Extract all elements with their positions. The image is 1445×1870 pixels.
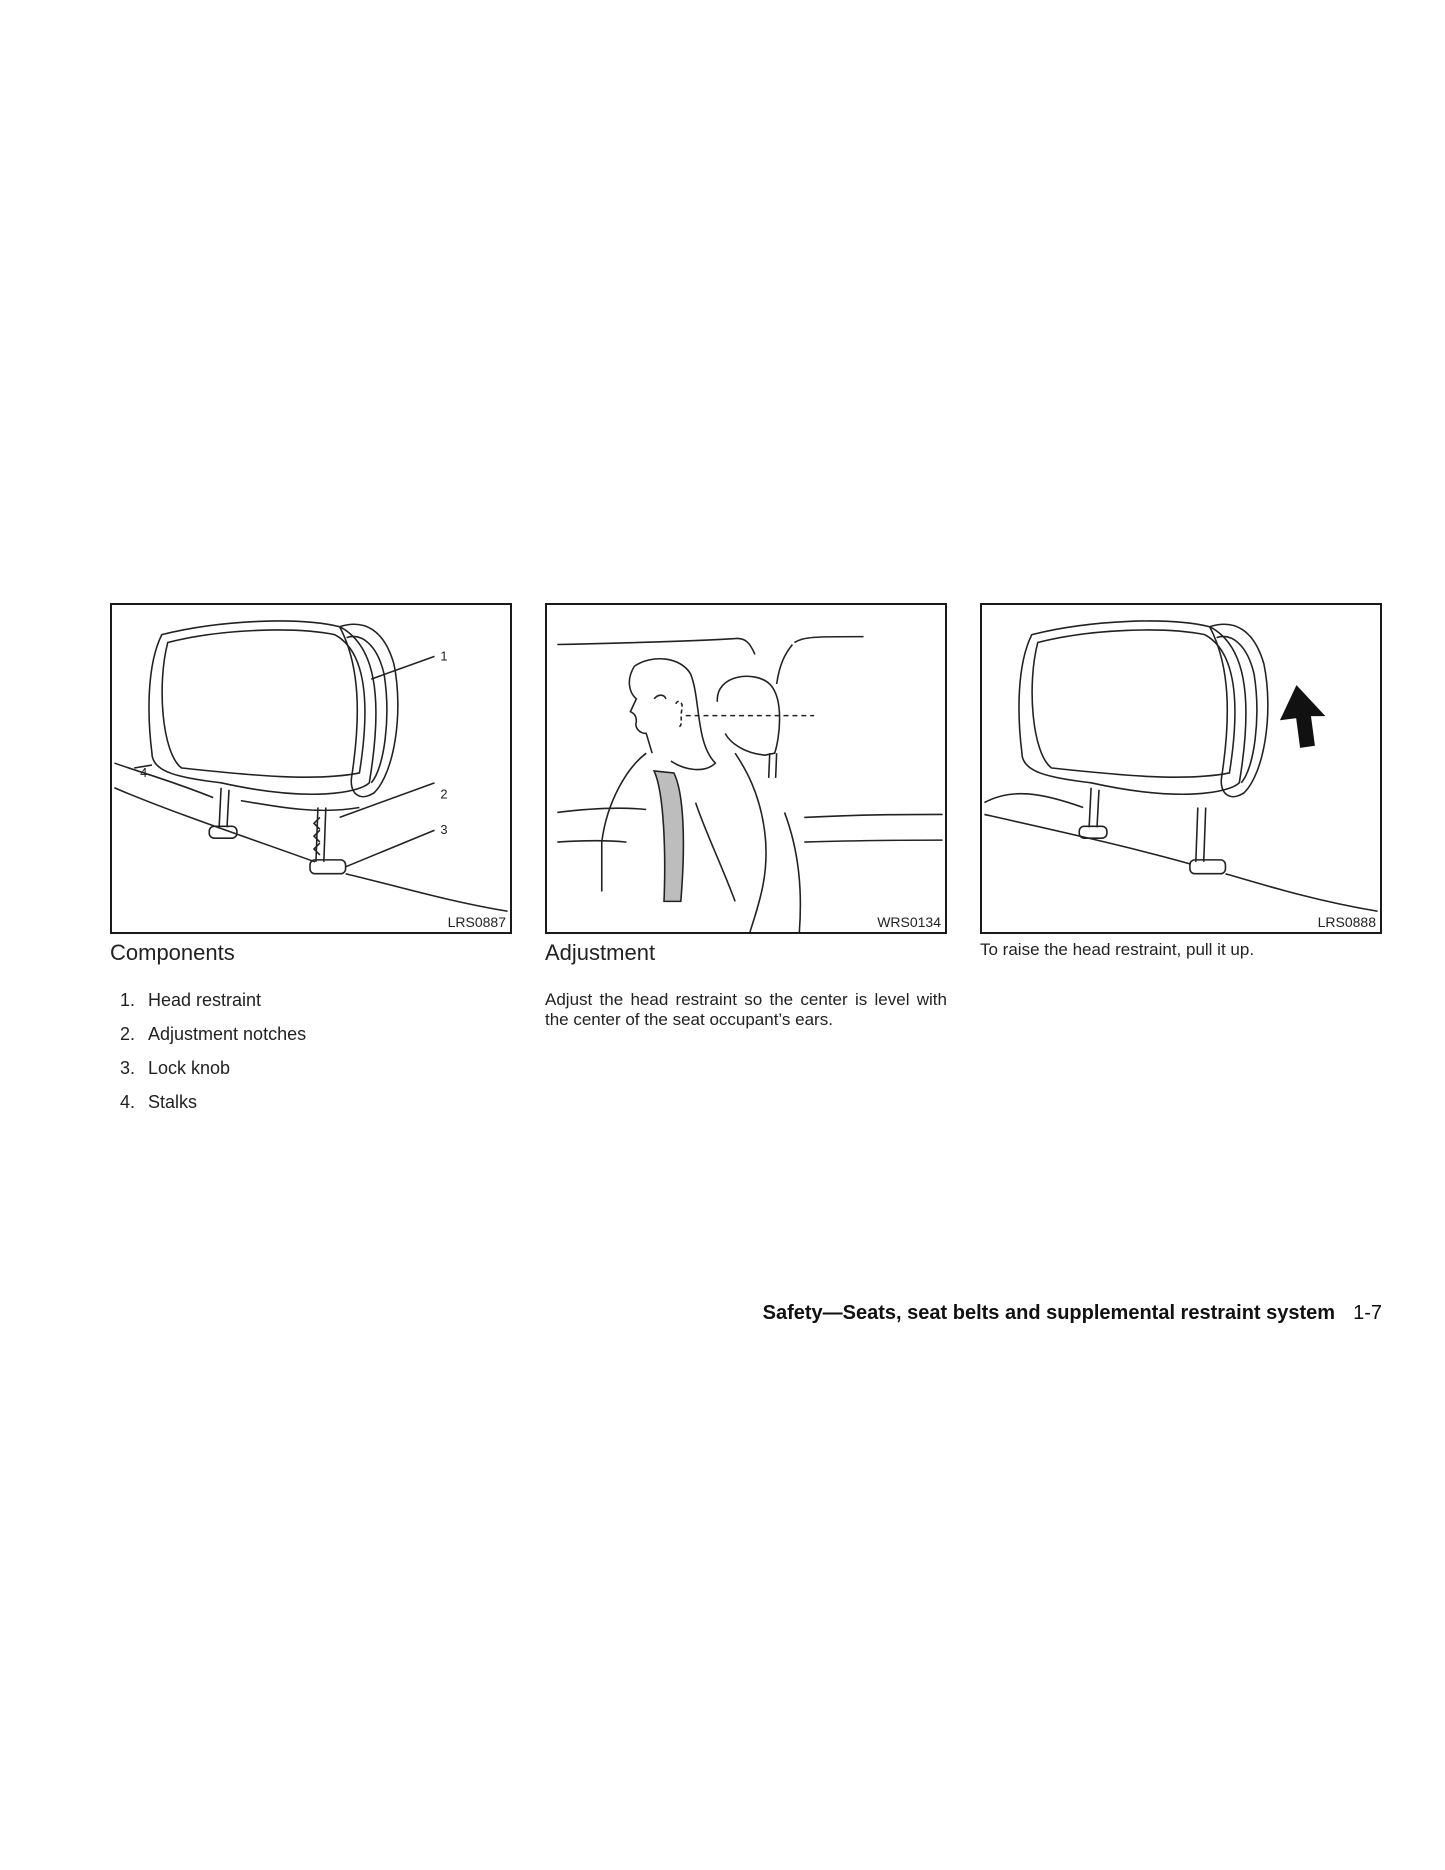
item-label: Head restraint bbox=[148, 990, 262, 1010]
item-number: 2. bbox=[120, 1024, 136, 1044]
head-restraint-raise-illustration bbox=[982, 605, 1380, 932]
item-number: 1. bbox=[120, 990, 136, 1010]
list-item bbox=[120, 1058, 512, 1078]
head-restraint-components-illustration bbox=[112, 605, 510, 932]
callout-2: 2 bbox=[440, 786, 448, 802]
page-footer bbox=[763, 1302, 1382, 1325]
item-label: Lock knob bbox=[148, 1058, 231, 1078]
raise-section bbox=[980, 940, 1382, 960]
item-label: Adjustment notches bbox=[148, 1024, 307, 1044]
footer-title: Safety—Seats, seat belts and supplemental restraint system bbox=[762, 1302, 1336, 1324]
callout-3: 3 bbox=[440, 822, 448, 838]
list-item bbox=[120, 1024, 512, 1044]
item-number: 4. bbox=[120, 1092, 136, 1112]
seated-occupant-illustration bbox=[547, 605, 945, 932]
item-label: Stalks bbox=[148, 1092, 198, 1112]
figure-components bbox=[110, 603, 512, 934]
components-section bbox=[110, 940, 512, 1126]
figure-adjustment bbox=[545, 603, 947, 934]
list-item bbox=[120, 990, 512, 1010]
adjustment-text: Adjust the head restraint so the center is level with the center of the seat occupant’s ears. bbox=[545, 990, 947, 1029]
figure-raise bbox=[980, 603, 1382, 934]
list-item bbox=[120, 1092, 512, 1112]
figure-code: WRS0134 bbox=[877, 914, 941, 930]
up-arrow-icon bbox=[1281, 686, 1324, 747]
adjustment-section bbox=[545, 940, 947, 1030]
components-heading: Components bbox=[110, 940, 235, 965]
page-number: 1-7 bbox=[1353, 1302, 1382, 1324]
figure-code: LRS0888 bbox=[1317, 914, 1376, 930]
callout-4: 4 bbox=[140, 764, 148, 780]
figure-code: LRS0887 bbox=[447, 914, 506, 930]
components-list bbox=[110, 990, 512, 1112]
callout-1: 1 bbox=[440, 648, 448, 664]
raise-text: To raise the head restraint, pull it up. bbox=[980, 940, 1255, 959]
adjustment-heading: Adjustment bbox=[545, 940, 656, 965]
item-number: 3. bbox=[120, 1058, 136, 1078]
